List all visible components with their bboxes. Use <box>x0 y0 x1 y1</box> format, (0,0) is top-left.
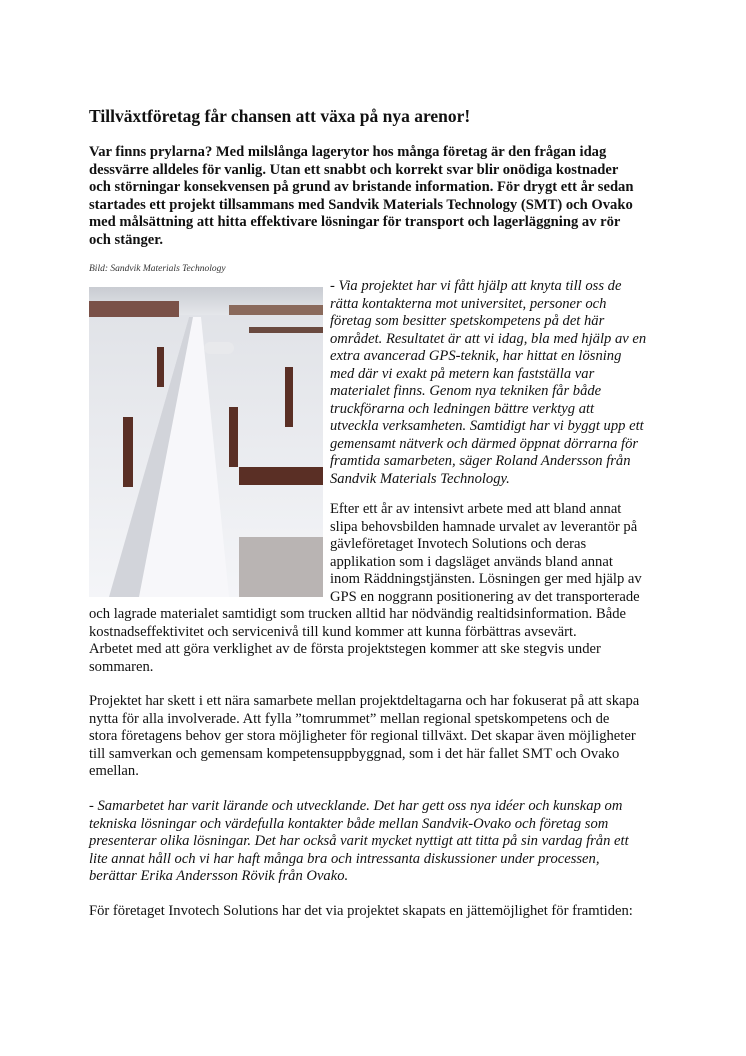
text-line: materialet finns. Genom nya tekniken får både <box>330 383 602 399</box>
text-line: och stänger. <box>89 231 164 248</box>
text-line: extra avancerad GPS-teknik, har hittat en lösning <box>330 348 622 364</box>
text-line: Projektet har skett i ett nära samarbete mellan projektdeltagarna och har fokuserat på att skapa <box>89 693 640 709</box>
text-line: Efter ett år av intensivt arbete med att bland annat <box>330 501 622 517</box>
paragraph-collaboration <box>89 693 639 781</box>
text-line: sommaren. <box>89 658 154 675</box>
text-line: - Via projektet har vi fått hjälp att knyta till oss de <box>330 278 622 294</box>
text-line: slipa behovsbilden hamnade urvalet av leverantör på <box>330 518 638 535</box>
text-line: och störningar konsekvensen på grund av bristande information. För drygt ett år sedan <box>89 179 634 195</box>
paragraph-invotech <box>89 903 633 921</box>
text-line: emellan. <box>89 763 139 779</box>
text-line: berättar Erika Andersson Rövik från Ovako. <box>89 868 349 884</box>
snowy-pipe-yard-photo <box>89 287 323 597</box>
text-line: företag som besitter spetskompetens på det här <box>330 313 605 329</box>
text-line: Var finns prylarna? Med milslånga lagerytor hos många företag är den frågan idag <box>89 144 607 160</box>
text-line: utveckla verksamheten. Samtidigt har vi byggt upp ett <box>330 418 644 434</box>
text-line: GPS en noggrann positionering av det transporterade <box>330 588 640 605</box>
text-line: För företaget Invotech Solutions har det via projektet skapats en jättemöjlighet för framtiden: <box>89 903 633 919</box>
text-line: kostnadseffektivitet och servicenivå till kund kommer att kunna förbättras avsevärt. <box>89 623 577 640</box>
text-line: och lagrade materialet samtidigt som trucken alltid har nödvändig realtidsinformation. Både <box>89 606 626 622</box>
paragraph-supplier-side <box>330 501 642 606</box>
text-line: Arbetet med att göra verklighet av de första projektstegen kommer att ske stegvis under <box>89 641 601 657</box>
text-line: framtida samarbeten, säger Roland Andersson från <box>330 453 631 469</box>
quote-erika-andersson-rovik <box>89 798 629 886</box>
text-line: området. Resultatet är att vi idag, bla med hjälp av en <box>330 330 647 347</box>
text-line: - Samarbetet har varit lärande och utvecklande. Det har gett oss nya idéer och kunskap om <box>89 798 623 814</box>
text-line: lite annat håll och vi har haft många bra och intressanta diskussioner under processen, <box>89 850 600 867</box>
article-title: Tillväxtföretag får chansen att växa på nya arenor! <box>89 106 471 126</box>
text-line: rätta kontakterna mot universitet, personer och <box>330 295 607 312</box>
text-line: applikation som i dagsläget används bland annat <box>330 553 613 570</box>
text-line: gävleföretaget Invotech Solutions och deras <box>330 536 587 552</box>
text-line: truckförarna och ledningen bättre verktyg att <box>330 400 595 417</box>
quote-roland-andersson <box>330 278 646 488</box>
text-line: med där vi exakt på metern kan fastställa var <box>330 365 595 382</box>
text-line: nytta för alla involverade. Att fylla ”tomrummet” mellan regional spetskompetens och de <box>89 710 610 727</box>
text-line: inom Räddningstjänsten. Lösningen ger med hjälp av <box>330 571 642 587</box>
paragraph-supplier-continued <box>89 606 626 676</box>
intro-paragraph <box>89 144 633 249</box>
text-line: tekniska lösningar och värdefulla kontakter både mellan Sandvik-Ovako och företag som <box>89 815 609 832</box>
text-line: dessvärre alldeles för vanlig. Utan ett snabbt och korrekt svar blir onödiga kostnader <box>89 161 619 178</box>
text-line: till samverkan och gemensam kompetensuppbyggnad, som i det här fallet SMT och Ovako <box>89 745 620 762</box>
text-line: Sandvik Materials Technology. <box>330 470 510 487</box>
text-line: startades ett projekt tillsammans med Sandvik Materials Technology (SMT) och Ovako <box>89 196 633 213</box>
text-line: presenterar olika lösningar. Det har också varit mycket nyttigt att titta på sin vardag från ett <box>89 833 629 849</box>
image-caption: Bild: Sandvik Materials Technology <box>89 264 226 274</box>
text-line: gemensamt nätverk och därmed öppnat dörrarna för <box>330 435 639 452</box>
text-line: stora företagens behov ger stora möjligheter för regional tillväxt. Det skapar även möjligheter <box>89 728 636 744</box>
text-line: med målsättning att hitta effektivare lösningar för transport och lagerläggning av rör <box>89 214 621 230</box>
